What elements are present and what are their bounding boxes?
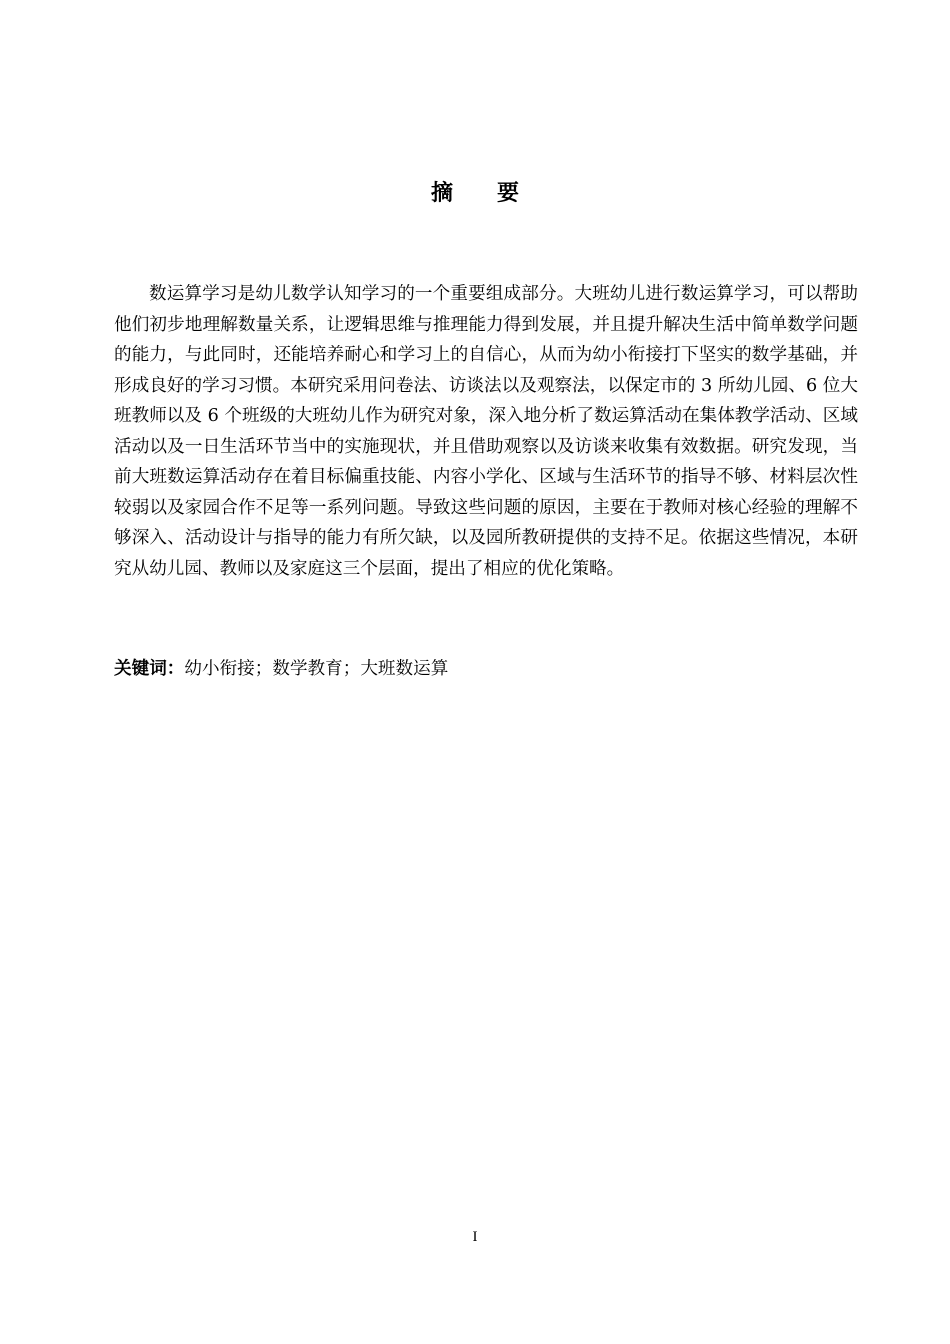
keywords-terms: 幼小衔接；数学教育；大班数运算	[184, 659, 449, 679]
heading-char-2: 要	[497, 181, 520, 206]
heading-char-1: 摘	[430, 181, 453, 206]
abstract-paragraph: 数运算学习是幼儿数学认知学习的一个重要组成部分。大班幼儿进行数运算学习，可以帮助他们初步地理解数量关系，让逻辑思维与推理能力得到发展，并且提升解决生活中简单数学问题的能力，与此同时，还能培养耐心和学习上的自信心，从而为幼小衔接打下坚实的数学基础，并形成良好的学习习惯。本研究采用问卷法、访谈法以及观察法，以保定市的 3 所幼儿园、6 位大班教师以及 6 个班级的大班幼儿作为研究对象，深入地分析了数运算活动在集体教学活动、区域活动以及一日生活环节当中的实施现状，并且借助观察以及访谈来收集有效数据。研究发现，当前大班数运算活动存在着目标偏重技能、内容小学化、区域与生活环节的指导不够、材料层次性较弱以及家园合作不足等一系列问题。导致这些问题的原因，主要在于教师对核心经验的理解不够深入、活动设计与指导的能力有所欠缺，以及园所教研提供的支持不足。依据这些情况，本研究从幼儿园、教师以及家庭这三个层面，提出了相应的优化策略。	[114, 284, 858, 579]
page-number: I	[472, 1229, 478, 1245]
keywords-label: 关键词：	[114, 659, 185, 679]
abstract-heading	[0, 178, 950, 210]
keywords-line	[114, 654, 858, 684]
